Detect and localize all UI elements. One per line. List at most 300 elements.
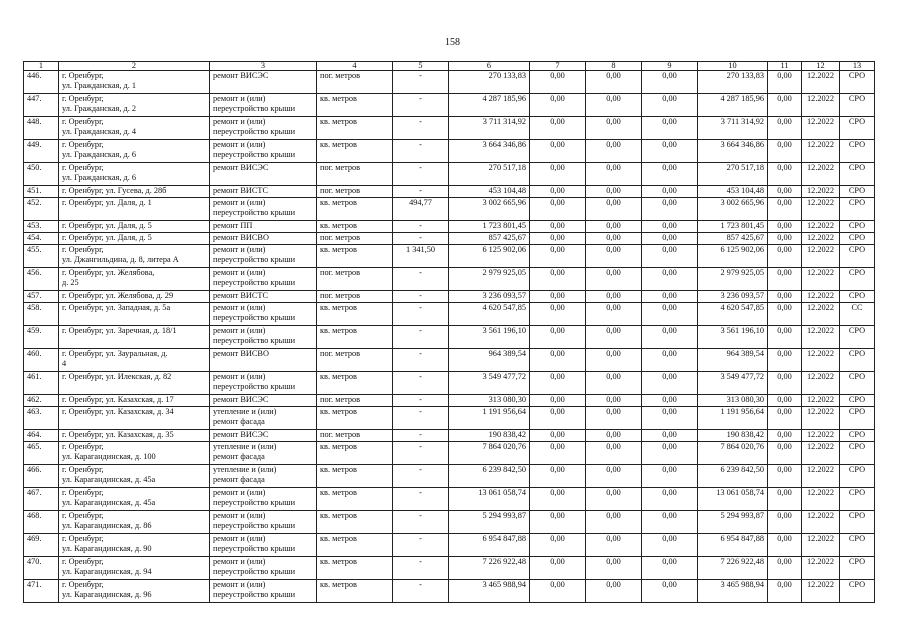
unit-cell: кв. метров [317,442,393,465]
address-cell [59,198,210,221]
fund-cell: 0,00 [642,488,698,511]
work-type-line: переустройство крыши [213,312,296,322]
fund-cell: 0,00 [586,117,642,140]
volume-cell: - [393,372,449,395]
fund-cell: 0,00 [642,186,698,198]
row-number: 461. [24,372,59,395]
address-line: г. Оренбург, ул. Гусева, д. 28б [62,186,167,195]
address-cell [59,117,210,140]
owners-funds-cell: 6 239 842,50 [698,465,768,488]
table-row [24,407,875,430]
table-row [24,534,875,557]
address-cell [59,488,210,511]
table-row [24,580,875,603]
volume-cell: - [393,557,449,580]
address-line: ул. Гражданская, д. 6 [62,172,137,182]
address-line: д. 25 [62,277,79,287]
completion-date-cell: 12.2022 [802,291,840,303]
fund-cell: 0,00 [530,303,586,326]
method-cell: СРО [840,163,875,186]
fund-cell: 0,00 [642,94,698,117]
other-funds-cell: 0,00 [768,511,802,534]
row-number: 467. [24,488,59,511]
fund-cell: 0,00 [642,557,698,580]
work-type-cell [210,117,317,140]
owners-funds-cell: 3 002 665,96 [698,198,768,221]
row-number: 454. [24,233,59,245]
fund-cell: 0,00 [642,221,698,233]
unit-cell: кв. метров [317,221,393,233]
work-type-cell [210,233,317,245]
address-line: г. Оренбург, [62,557,104,566]
unit-cell: пог. метров [317,268,393,291]
row-number: 464. [24,430,59,442]
column-header: 8 [586,62,642,71]
owners-funds-cell: 5 294 993,87 [698,511,768,534]
completion-date-cell: 12.2022 [802,303,840,326]
fund-cell: 0,00 [586,488,642,511]
method-cell: СРО [840,349,875,372]
work-type-cell [210,442,317,465]
capital-repair-table [23,61,875,603]
method-cell: СРО [840,291,875,303]
work-type-line: утепление и (или) [213,442,277,451]
address-cell [59,140,210,163]
other-funds-cell: 0,00 [768,221,802,233]
row-number: 469. [24,534,59,557]
address-cell [59,303,210,326]
table-row [24,268,875,291]
table-row [24,117,875,140]
table-row [24,163,875,186]
work-type-line: ремонт ВИСЭС [213,395,269,404]
fund-cell: 0,00 [642,163,698,186]
address-line: г. Оренбург, ул. Казахская, д. 34 [62,407,174,416]
total-cost-cell: 13 061 058,74 [449,488,530,511]
work-type-line: ремонт ВИСЭС [213,71,269,80]
work-type-line: переустройство крыши [213,149,296,159]
column-header: 6 [449,62,530,71]
work-type-line: ремонт и (или) [213,534,266,543]
owners-funds-cell: 857 425,67 [698,233,768,245]
table-row [24,245,875,268]
owners-funds-cell: 3 561 196,10 [698,326,768,349]
work-type-cell [210,303,317,326]
column-header: 9 [642,62,698,71]
address-cell [59,326,210,349]
address-line: г. Оренбург, ул. Казахская, д. 17 [62,395,174,404]
row-number: 465. [24,442,59,465]
column-header: 7 [530,62,586,71]
work-type-cell [210,71,317,94]
row-number: 450. [24,163,59,186]
row-number: 471. [24,580,59,603]
total-cost-cell: 857 425,67 [449,233,530,245]
method-cell: СРО [840,395,875,407]
other-funds-cell: 0,00 [768,430,802,442]
work-type-line: утепление и (или) [213,407,277,416]
address-line: ул. Карагандинская, д. 86 [62,520,152,530]
volume-cell: 1 341,50 [393,245,449,268]
method-cell: СРО [840,198,875,221]
fund-cell: 0,00 [530,71,586,94]
owners-funds-cell: 1 723 801,45 [698,221,768,233]
other-funds-cell: 0,00 [768,372,802,395]
total-cost-cell: 270 133,83 [449,71,530,94]
fund-cell: 0,00 [586,245,642,268]
work-type-cell [210,580,317,603]
address-line: ул. Гражданская, д. 4 [62,126,137,136]
fund-cell: 0,00 [530,198,586,221]
volume-cell: - [393,140,449,163]
address-line: ул. Карагандинская, д. 90 [62,543,152,553]
volume-cell: - [393,186,449,198]
fund-cell: 0,00 [586,511,642,534]
unit-cell: пог. метров [317,430,393,442]
work-type-line: ремонт и (или) [213,117,266,126]
address-line: г. Оренбург, [62,580,104,589]
row-number: 456. [24,268,59,291]
column-header: 1 [24,62,59,71]
completion-date-cell: 12.2022 [802,163,840,186]
fund-cell: 0,00 [530,163,586,186]
total-cost-cell: 190 838,42 [449,430,530,442]
table-row [24,372,875,395]
fund-cell: 0,00 [586,534,642,557]
volume-cell: - [393,395,449,407]
volume-cell: - [393,534,449,557]
completion-date-cell: 12.2022 [802,117,840,140]
address-line: ул. Гражданская, д. 1 [62,80,137,90]
work-type-line: переустройство крыши [213,207,296,217]
completion-date-cell: 12.2022 [802,140,840,163]
fund-cell: 0,00 [642,534,698,557]
unit-cell: кв. метров [317,407,393,430]
unit-cell: кв. метров [317,580,393,603]
address-line: г. Оренбург, ул. Желябова, [62,268,155,277]
owners-funds-cell: 270 517,18 [698,163,768,186]
work-type-line: переустройство крыши [213,254,296,264]
column-header: 13 [840,62,875,71]
volume-cell: - [393,407,449,430]
completion-date-cell: 12.2022 [802,430,840,442]
address-line: г. Оренбург, ул. Казахская, д. 35 [62,430,174,439]
row-number: 447. [24,94,59,117]
fund-cell: 0,00 [642,268,698,291]
unit-cell: пог. метров [317,233,393,245]
completion-date-cell: 12.2022 [802,186,840,198]
other-funds-cell: 0,00 [768,140,802,163]
work-type-cell [210,163,317,186]
fund-cell: 0,00 [586,71,642,94]
address-line: г. Оренбург, [62,511,104,520]
work-type-cell [210,268,317,291]
completion-date-cell: 12.2022 [802,407,840,430]
work-type-line: ремонт ВИСВО [213,233,269,242]
owners-funds-cell: 3 664 346,86 [698,140,768,163]
other-funds-cell: 0,00 [768,233,802,245]
completion-date-cell: 12.2022 [802,349,840,372]
volume-cell: - [393,163,449,186]
owners-funds-cell: 4 287 185,96 [698,94,768,117]
method-cell: СРО [840,407,875,430]
completion-date-cell: 12.2022 [802,245,840,268]
address-cell [59,291,210,303]
address-line: г. Оренбург, ул. Илекская, д. 82 [62,372,172,381]
work-type-line: ремонт ВИСТС [213,186,269,195]
other-funds-cell: 0,00 [768,291,802,303]
work-type-line: ремонт и (или) [213,326,266,335]
column-header: 4 [317,62,393,71]
row-number: 455. [24,245,59,268]
address-cell [59,395,210,407]
other-funds-cell: 0,00 [768,94,802,117]
fund-cell: 0,00 [530,94,586,117]
other-funds-cell: 0,00 [768,442,802,465]
unit-cell: пог. метров [317,291,393,303]
work-type-line: переустройство крыши [213,277,296,287]
other-funds-cell: 0,00 [768,71,802,94]
work-type-cell [210,291,317,303]
fund-cell: 0,00 [642,140,698,163]
work-type-line: ремонт фасада [213,416,265,426]
table-row [24,488,875,511]
table-row [24,140,875,163]
fund-cell: 0,00 [642,442,698,465]
method-cell: СРО [840,580,875,603]
method-cell: СРО [840,511,875,534]
row-number: 451. [24,186,59,198]
work-type-line: переустройство крыши [213,543,296,553]
address-line: г. Оренбург, [62,71,104,80]
table-row [24,94,875,117]
address-cell [59,268,210,291]
other-funds-cell: 0,00 [768,407,802,430]
volume-cell: - [393,291,449,303]
column-header: 3 [210,62,317,71]
completion-date-cell: 12.2022 [802,465,840,488]
fund-cell: 0,00 [642,245,698,268]
fund-cell: 0,00 [586,186,642,198]
fund-cell: 0,00 [530,407,586,430]
row-number: 457. [24,291,59,303]
owners-funds-cell: 7 864 020,76 [698,442,768,465]
owners-funds-cell: 13 061 058,74 [698,488,768,511]
address-line: ул. Карагандинская, д. 45а [62,497,156,507]
work-type-line: ремонт и (или) [213,488,266,497]
address-line: г. Оренбург, [62,163,104,172]
fund-cell: 0,00 [586,580,642,603]
volume-cell: - [393,442,449,465]
unit-cell: кв. метров [317,511,393,534]
address-cell [59,163,210,186]
owners-funds-cell: 270 133,83 [698,71,768,94]
address-cell [59,94,210,117]
address-cell [59,465,210,488]
fund-cell: 0,00 [530,488,586,511]
address-line: ул. Карагандинская, д. 45а [62,474,156,484]
volume-cell: - [393,233,449,245]
address-cell [59,557,210,580]
address-line: г. Оренбург, ул. Даля, д. 5 [62,233,152,242]
work-type-line: ремонт и (или) [213,303,266,312]
fund-cell: 0,00 [586,291,642,303]
method-cell: СРО [840,117,875,140]
total-cost-cell: 3 711 314,92 [449,117,530,140]
method-cell: СРО [840,268,875,291]
work-type-line: ремонт ВИСТС [213,291,269,300]
completion-date-cell: 12.2022 [802,94,840,117]
address-line: г. Оренбург, ул. Даля, д. 1 [62,198,152,207]
address-cell [59,372,210,395]
fund-cell: 0,00 [586,163,642,186]
unit-cell: кв. метров [317,326,393,349]
address-cell [59,245,210,268]
unit-cell: пог. метров [317,395,393,407]
fund-cell: 0,00 [586,395,642,407]
method-cell: СРО [840,233,875,245]
address-cell [59,349,210,372]
other-funds-cell: 0,00 [768,557,802,580]
total-cost-cell: 3 236 093,57 [449,291,530,303]
fund-cell: 0,00 [642,326,698,349]
unit-cell: кв. метров [317,534,393,557]
method-cell: СРО [840,71,875,94]
total-cost-cell: 7 864 020,76 [449,442,530,465]
column-number-row [24,62,875,71]
method-cell: СРО [840,372,875,395]
column-header: 12 [802,62,840,71]
work-type-line: переустройство крыши [213,103,296,113]
work-type-line: ремонт фасада [213,474,265,484]
volume-cell: - [393,488,449,511]
fund-cell: 0,00 [530,268,586,291]
row-number: 463. [24,407,59,430]
unit-cell: пог. метров [317,349,393,372]
table-row [24,291,875,303]
total-cost-cell: 3 002 665,96 [449,198,530,221]
completion-date-cell: 12.2022 [802,557,840,580]
other-funds-cell: 0,00 [768,326,802,349]
work-type-cell [210,186,317,198]
fund-cell: 0,00 [642,117,698,140]
owners-funds-cell: 7 226 922,48 [698,557,768,580]
method-cell: СРО [840,488,875,511]
page-number: 158 [445,37,460,48]
work-type-line: утепление и (или) [213,465,277,474]
fund-cell: 0,00 [530,233,586,245]
work-type-line: ремонт фасада [213,451,265,461]
row-number: 453. [24,221,59,233]
volume-cell: - [393,430,449,442]
fund-cell: 0,00 [642,71,698,94]
work-type-cell [210,94,317,117]
table-row [24,349,875,372]
work-type-line: ремонт и (или) [213,94,266,103]
other-funds-cell: 0,00 [768,395,802,407]
address-line: ул. Гражданская, д. 2 [62,103,137,113]
fund-cell: 0,00 [586,268,642,291]
other-funds-cell: 0,00 [768,117,802,140]
fund-cell: 0,00 [530,442,586,465]
address-cell [59,71,210,94]
completion-date-cell: 12.2022 [802,372,840,395]
address-cell [59,221,210,233]
volume-cell: - [393,268,449,291]
table-row [24,198,875,221]
fund-cell: 0,00 [586,198,642,221]
work-type-cell [210,557,317,580]
row-number: 459. [24,326,59,349]
completion-date-cell: 12.2022 [802,221,840,233]
address-line: г. Оренбург, [62,534,104,543]
row-number: 468. [24,511,59,534]
owners-funds-cell: 3 465 988,94 [698,580,768,603]
address-cell [59,442,210,465]
volume-cell: - [393,94,449,117]
unit-cell: кв. метров [317,465,393,488]
fund-cell: 0,00 [586,233,642,245]
address-line: 4 [62,358,67,368]
work-type-cell [210,430,317,442]
fund-cell: 0,00 [586,557,642,580]
work-type-cell [210,465,317,488]
total-cost-cell: 5 294 993,87 [449,511,530,534]
other-funds-cell: 0,00 [768,303,802,326]
unit-cell: кв. метров [317,372,393,395]
table-row [24,221,875,233]
method-cell: СРО [840,245,875,268]
row-number: 448. [24,117,59,140]
unit-cell: пог. метров [317,186,393,198]
fund-cell: 0,00 [530,534,586,557]
table-row [24,430,875,442]
work-type-line: ремонт ВИСВО [213,349,269,358]
work-type-cell [210,198,317,221]
address-cell [59,407,210,430]
total-cost-cell: 453 104,48 [449,186,530,198]
total-cost-cell: 6 239 842,50 [449,465,530,488]
address-line: г. Оренбург, ул. Желябова, д. 29 [62,291,174,300]
volume-cell: 494,77 [393,198,449,221]
fund-cell: 0,00 [586,303,642,326]
fund-cell: 0,00 [642,465,698,488]
address-line: г. Оренбург, [62,442,104,451]
volume-cell: - [393,221,449,233]
total-cost-cell: 1 191 956,64 [449,407,530,430]
unit-cell: кв. метров [317,245,393,268]
table-row [24,326,875,349]
unit-cell: кв. метров [317,117,393,140]
total-cost-cell: 964 389,54 [449,349,530,372]
fund-cell: 0,00 [642,372,698,395]
address-line: г. Оренбург, [62,140,104,149]
volume-cell: - [393,580,449,603]
unit-cell: кв. метров [317,94,393,117]
fund-cell: 0,00 [530,372,586,395]
column-header: 11 [768,62,802,71]
row-number: 446. [24,71,59,94]
owners-funds-cell: 6 125 902,06 [698,245,768,268]
table-row [24,71,875,94]
work-type-cell [210,488,317,511]
owners-funds-cell: 313 080,30 [698,395,768,407]
fund-cell: 0,00 [530,221,586,233]
table-row [24,442,875,465]
address-line: г. Оренбург, ул. Западная, д. 5а [62,303,171,312]
completion-date-cell: 12.2022 [802,268,840,291]
work-type-line: ремонт ВИСЭС [213,430,269,439]
